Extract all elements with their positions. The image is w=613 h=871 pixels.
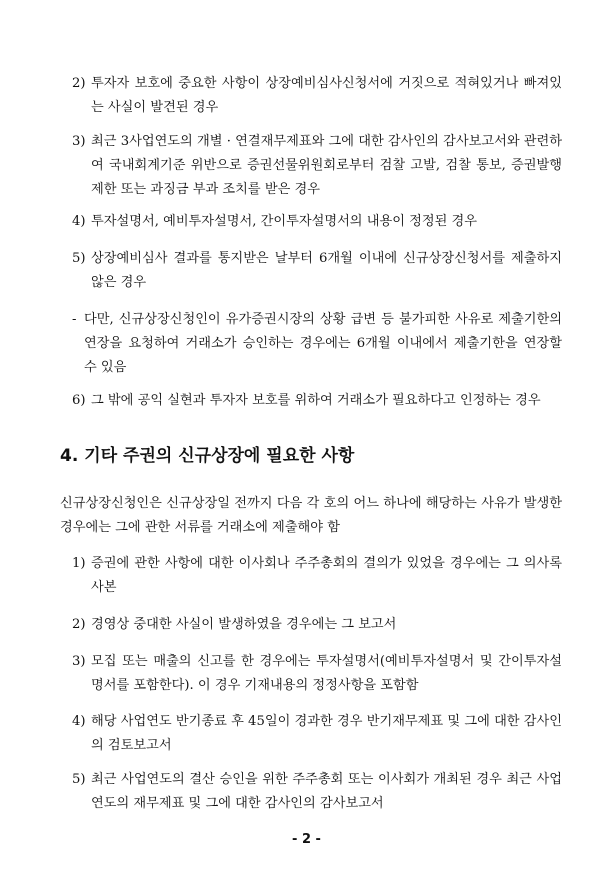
list-item-text: 투자자 보호에 중요한 사항이 상장예비심사신청서에 거짓으로 적혀있거나 빠져있는 사실이 발견된 경우 <box>91 76 562 115</box>
list-item <box>72 247 562 295</box>
list-item-number: 3) <box>72 654 86 669</box>
page-number: - 2 - <box>292 832 321 847</box>
list-item-number: 5) <box>72 772 86 787</box>
list-item-text: 모집 또는 매출의 신고를 한 경우에는 투자설명서(예비투자설명서 및 간이투자설명서를 포함한다). 이 경우 기재내용의 정정사항을 포함함 <box>91 654 562 693</box>
list-item-number: 6) <box>72 393 86 408</box>
section-intro: 신규상장신청인은 신규상장일 전까지 다음 각 호의 어느 하나에 해당하는 사유가 발생한 경우에는 그에 관한 서류를 거래소에 제출해야 함 <box>60 496 562 535</box>
list-item-text: 증권에 관한 사항에 대한 이사회나 주주총회의 결의가 있었을 경우에는 그 의사록 사본 <box>91 556 562 595</box>
list-item-text: 상장예비심사 결과를 통지받은 날부터 6개월 이내에 신규상장신청서를 제출하지 않은 경우 <box>91 251 562 290</box>
list-item <box>72 650 562 698</box>
list-item-text: 다만, 신규상장신청인이 유가증권시장의 상황 급변 등 불가피한 사유로 제출기한의 연장을 요청하여 거래소가 승인하는 경우에는 6개월 이내에서 제출기한을 연장할 수 있음 <box>84 312 562 375</box>
list-item <box>72 130 562 202</box>
list-item <box>72 72 562 120</box>
list-item <box>72 768 562 816</box>
list-item-text: 그 밖에 공익 실현과 투자자 보호를 위하여 거래소가 필요하다고 인정하는 경우 <box>91 393 541 408</box>
list-item-number: 3) <box>72 134 86 149</box>
list-item-number: 2) <box>72 617 86 632</box>
list-item <box>72 210 562 234</box>
list-item-number: 4) <box>72 214 86 229</box>
list-item <box>72 389 562 413</box>
list-item-text: 투자설명서, 예비투자설명서, 간이투자설명서의 내용이 정정된 경우 <box>91 214 478 229</box>
list-item-dash: - <box>72 312 77 327</box>
list-item-number: 5) <box>72 251 86 266</box>
section-heading <box>60 444 354 468</box>
list-item-text: 최근 3사업연도의 개별 · 연결재무제표와 그에 대한 감사인의 감사보고서와 관련하여 국내회계기준 위반으로 증권선물위원회로부터 검찰 고발, 검찰 통보, 증권발행 제한 또는 과징금 부과 조치를 받은 경우 <box>91 134 562 197</box>
list-item <box>72 710 562 758</box>
list-item-text: 경영상 중대한 사실이 발생하였을 경우에는 그 보고서 <box>91 617 397 632</box>
list-item <box>72 613 562 637</box>
list-item-number: 4) <box>72 714 86 729</box>
list-item <box>72 552 562 600</box>
list-item-text: 최근 사업연도의 결산 승인을 위한 주주총회 또는 이사회가 개최된 경우 최근 사업연도의 재무제표 및 그에 대한 감사인의 감사보고서 <box>91 772 562 811</box>
list-item-text: 해당 사업연도 반기종료 후 45일이 경과한 경우 반기재무제표 및 그에 대한 감사인의 검토보고서 <box>91 714 562 753</box>
list-item-number: 1) <box>72 556 86 571</box>
list-item-number: 2) <box>72 76 86 91</box>
section-title: 기타 주권의 신규상장에 필요한 사항 <box>84 446 355 466</box>
section-number: 4. <box>60 446 79 466</box>
list-item-note <box>72 308 562 380</box>
